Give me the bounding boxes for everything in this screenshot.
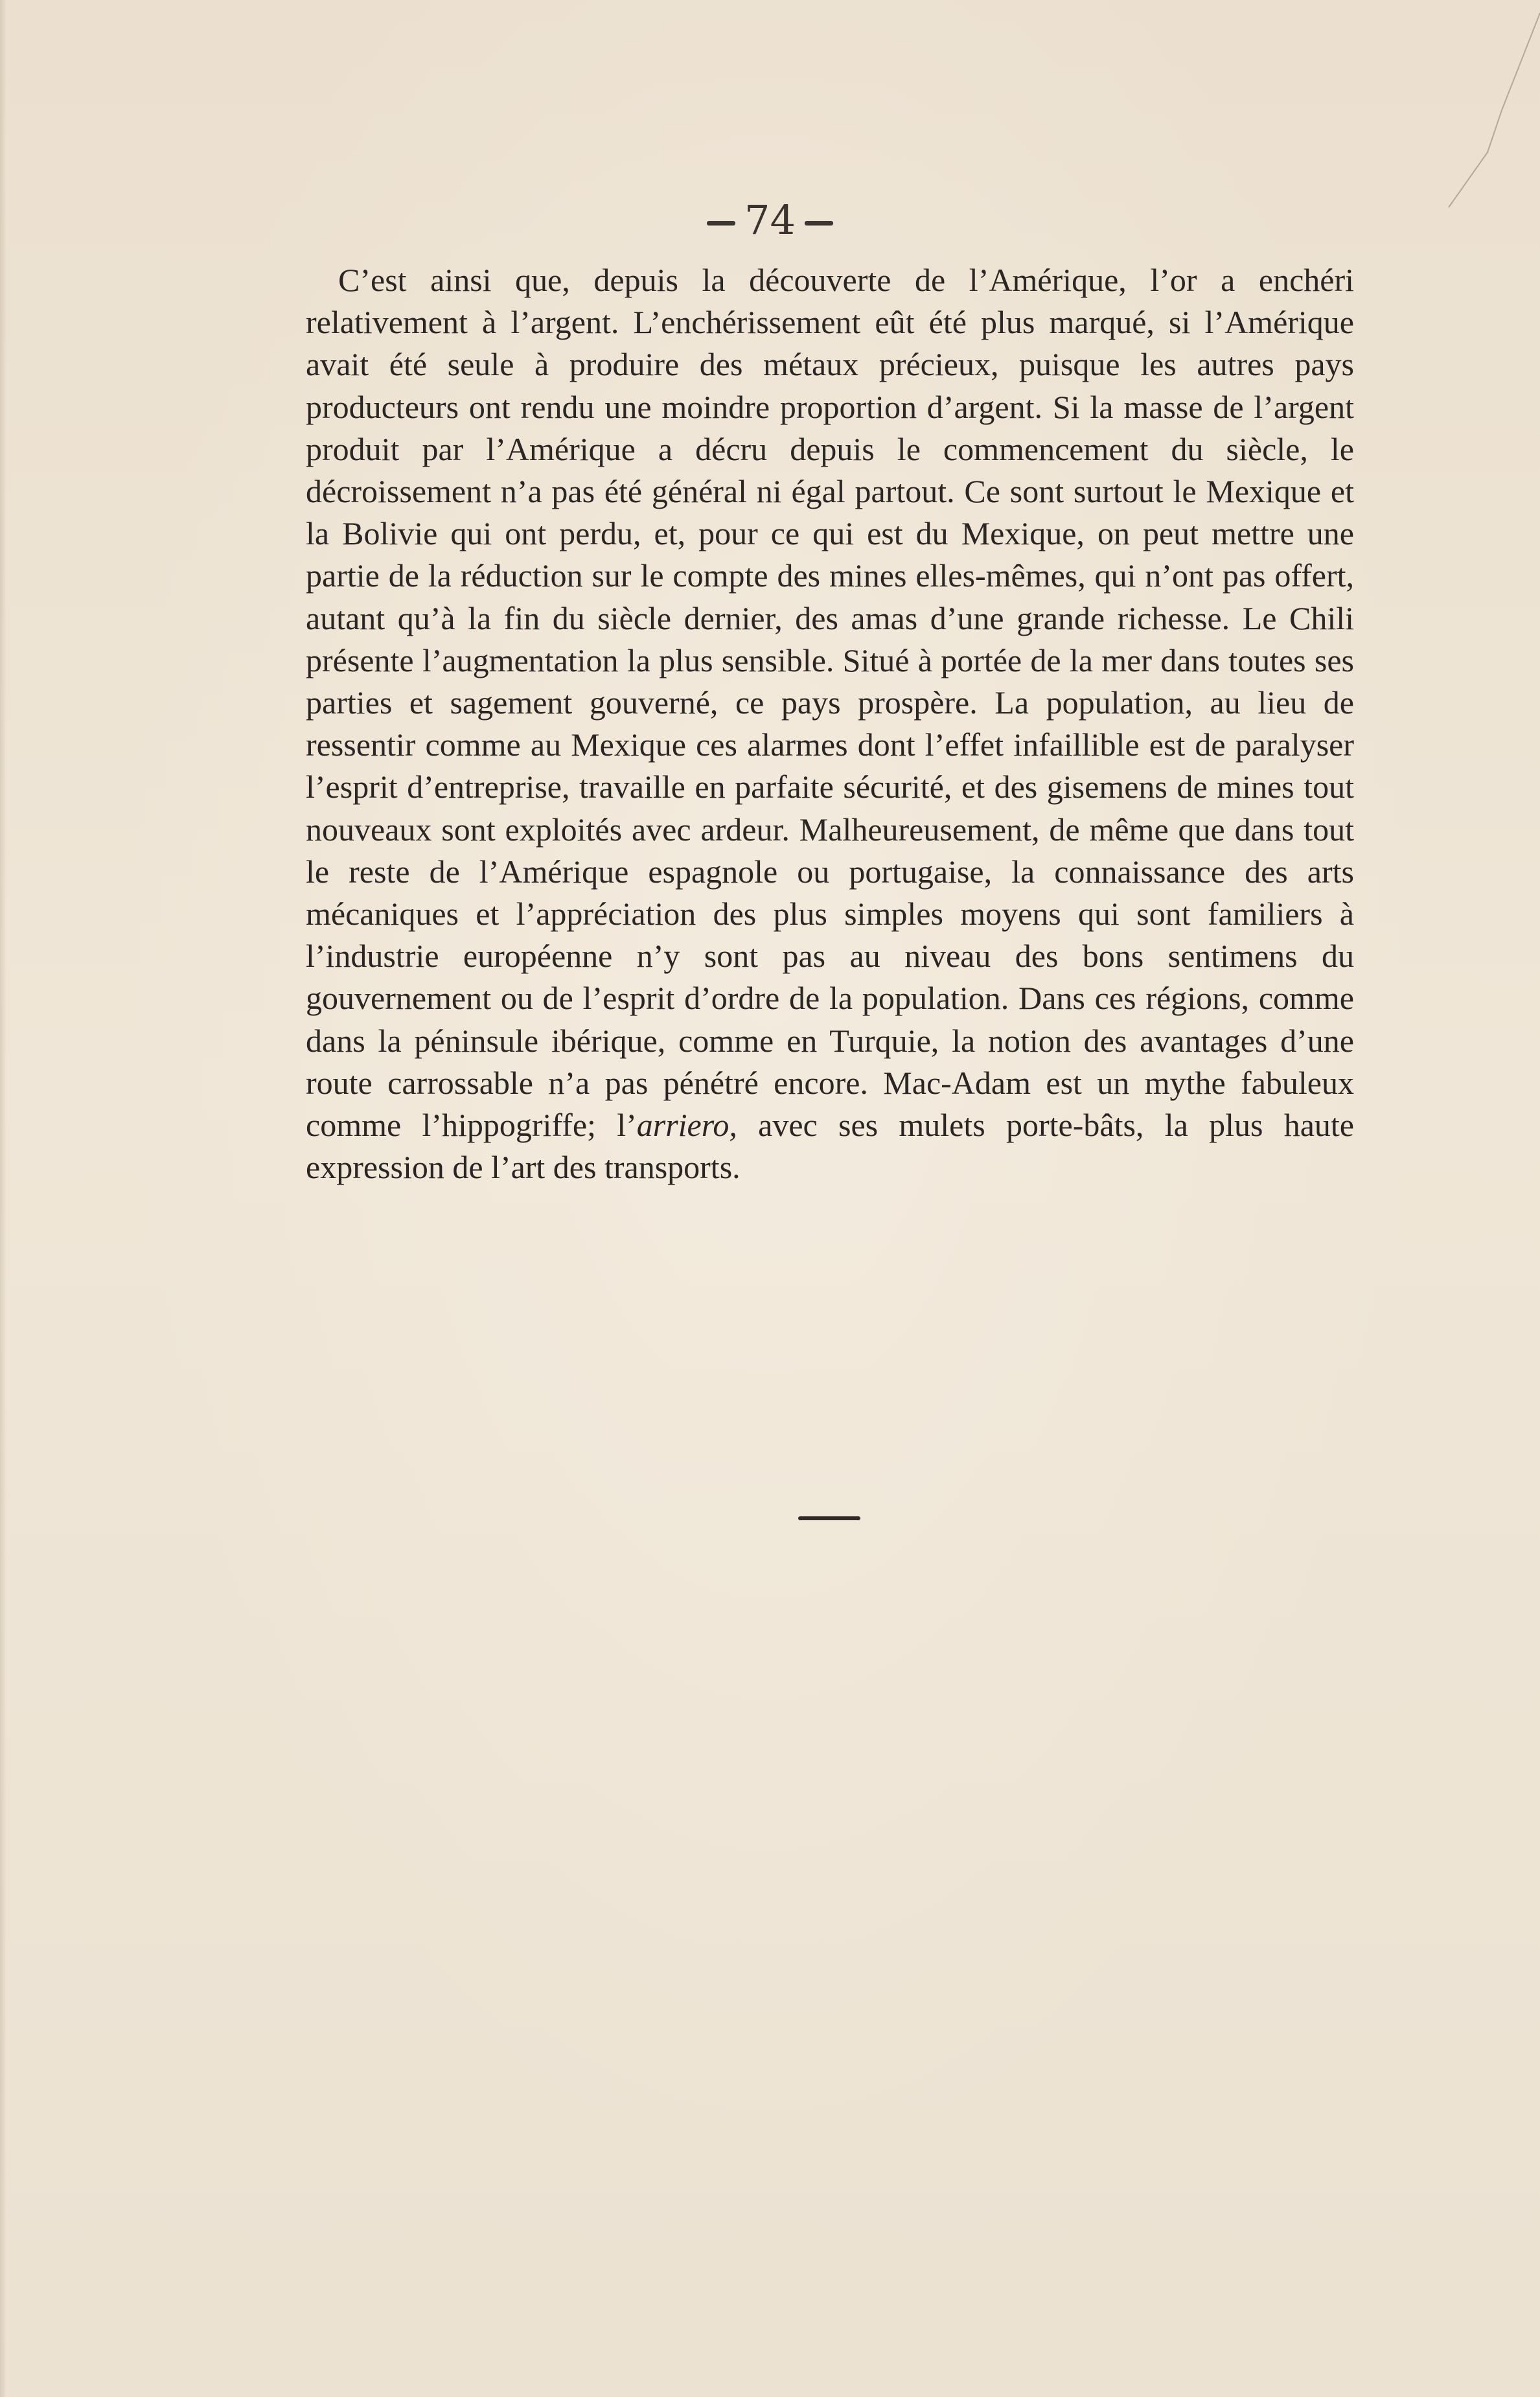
page-number: 74 (744, 196, 796, 244)
left-dash-ornament (707, 221, 735, 226)
body-text (306, 259, 1354, 1188)
end-rule (798, 1516, 860, 1520)
paragraph-text-end: avec ses mulets porte-bâts, la plus haute expression de l’art des transports. (306, 1107, 1354, 1186)
paragraph (306, 259, 1354, 1188)
right-dash-ornament (805, 221, 833, 226)
italic-term: arriero, (636, 1107, 737, 1144)
paragraph-text: C’est ainsi que, depuis la découverte de l’Amérique, l’or a enchéri relativement à l’argent. L’enchérissement eût été plus marqué, si l’Amérique avait été seule à produire des métaux précieux, puisque les autres pays producteurs ont rendu une moindre proportion d’argent. Si la masse de l’argent produit par l’Amérique a décru depuis le commencement du siècle, le décroissement n’a pas été général ni égal partout. Ce sont surtout le Mexique et la Bolivie qui ont perdu, et, pour ce qui est du Mexique, on peut mettre une partie de la réduction sur le compte des mines elles-mêmes, qui n’ont pas offert, autant qu’à la fin du siècle dernier, des amas d’une grande richesse. Le Chili présente l’augmentation la plus sensible. Situé à portée de la mer dans toutes ses parties et sagement gouverné, ce pays prospère. La population, au lieu de ressentir comme au Mexique ces alarmes dont l’effet infaillible est de paralyser l’esprit d’entreprise, travaille en parfaite sécurité, et des gisemens de mines tout nouveaux sont exploités avec ardeur. Malheureusement, de même que dans tout le reste de l’Amérique espagnole ou portugaise, la connaissance des arts mécaniques et l’appréciation des plus simples moyens qui sont familiers à l’industrie européenne n’y sont pas au niveau des bons sentimens du gouvernement ou de l’esprit d’ordre de la population. Dans ces régions, comme dans la péninsule ibérique, comme en Turquie, la notion des avantages d’une route carrossable n’a pas pénétré encore. Mac-Adam est un mythe fabuleux comme l’hippogriffe; l’ (306, 262, 1354, 1144)
page-header (0, 194, 1540, 246)
